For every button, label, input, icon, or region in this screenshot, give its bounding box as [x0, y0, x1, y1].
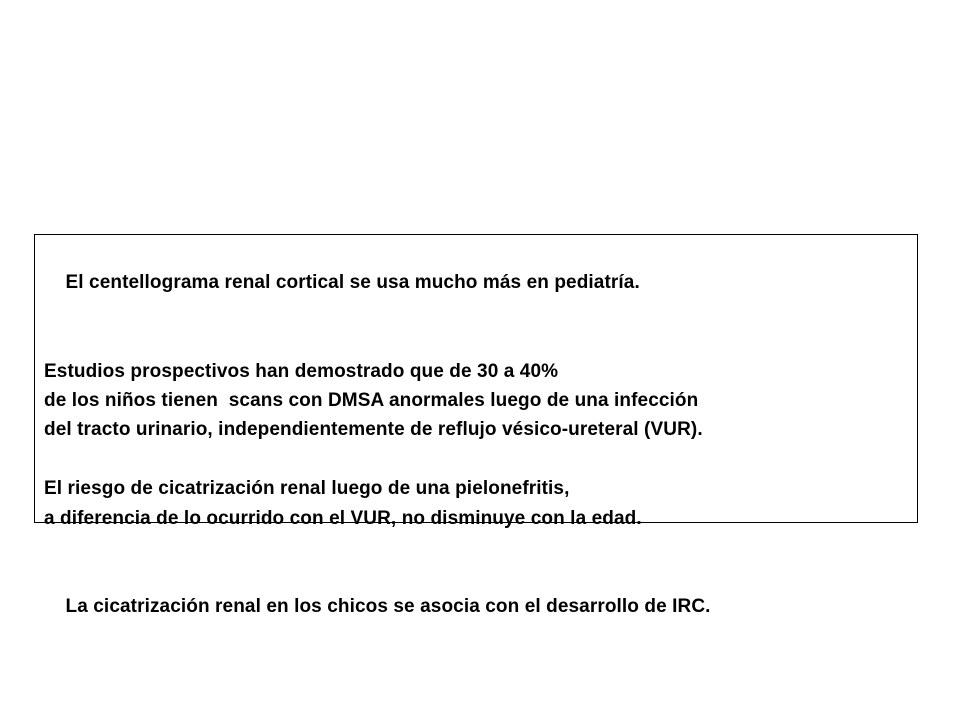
text-line: El riesgo de cicatrización renal luego de una pielonefritis, — [44, 478, 570, 500]
text-line: a diferencia de lo ocurrido con el VUR, no disminuye con la edad. — [44, 507, 642, 529]
paragraph-centellograma — [44, 239, 917, 327]
paragraph-spacer — [44, 445, 917, 474]
text-line: La cicatrización renal en los chicos se asocia con el desarrollo de IRC. — [65, 595, 711, 617]
text-line: Estudios prospectivos han demostrado que de 30 a 40% — [44, 360, 559, 382]
text-line: de los niños tienen scans con DMSA anormales luego de una infección — [44, 390, 699, 412]
paragraph-spacer — [44, 533, 917, 562]
text-line: El centellograma renal cortical se usa mucho más en pediatría. — [65, 272, 640, 294]
slide-text-box — [34, 234, 918, 617]
paragraph-cicatrizacion — [44, 562, 917, 650]
text-line: del tracto urinario, independientemente de reflujo vésico-ureteral (VUR). — [44, 419, 703, 441]
paragraph-estudios — [44, 357, 917, 445]
paragraph-spacer — [44, 327, 917, 356]
paragraph-riesgo — [44, 474, 917, 533]
